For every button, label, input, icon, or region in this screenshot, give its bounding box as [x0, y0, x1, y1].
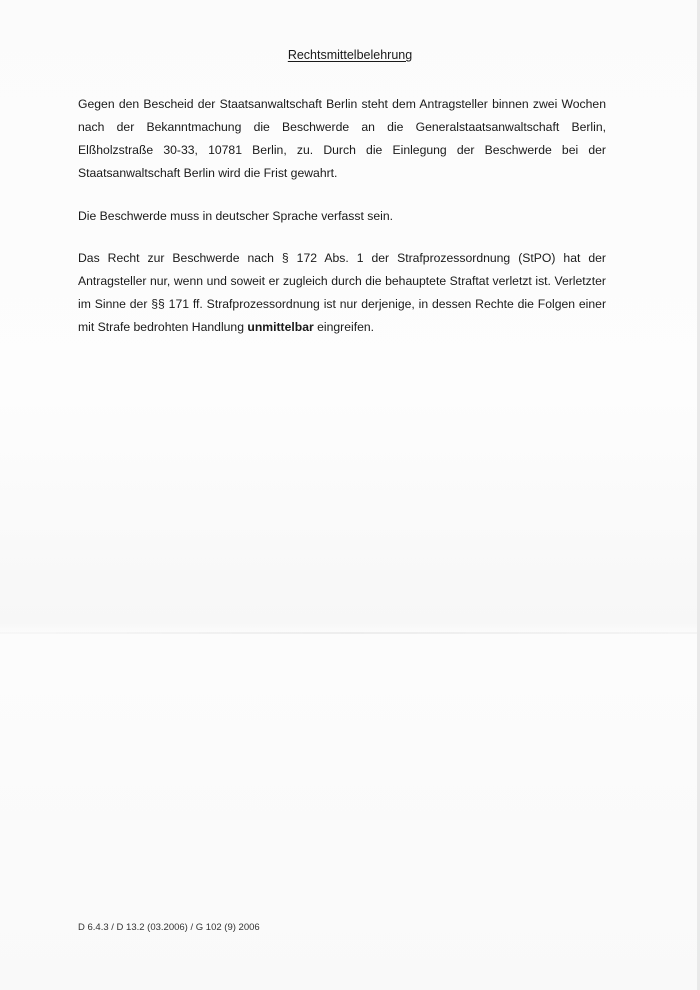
paragraph-language: Die Beschwerde muss in deutscher Sprache verfasst sein. — [78, 209, 393, 223]
paragraph-text-end: eingreifen. — [313, 320, 375, 334]
emphasis-text: unmittelbar — [247, 320, 314, 334]
paragraph-right-to-complaint — [78, 247, 606, 339]
paragraph-deadline: Gegen den Bescheid der Staatsanwaltschaft Berlin steht dem Antragsteller binnen zwei Wochen nach der Bekanntmachung die Beschwerde an die Generalstaatsanwaltschaft Berlin, Elßholzstraße 30-33, 10781 Berlin, zu. Durch die Einlegung der Beschwerde bei der Staatsanwaltschaft Berlin wird die Frist gewahrt. — [78, 97, 606, 180]
document-title: Rechtsmittelbelehrung — [287, 48, 413, 62]
paragraph-text: Das Recht zur Beschwerde nach § 172 Abs. 1 der Strafprozessordnung (StPO) hat der Antragsteller nur, wenn und soweit er zugleich durch die behauptete Straftat verletzt ist. Verletzter im Sinne der §§ 171 ff. Strafprozessordnung ist nur derjenige, in dessen Rechte die Folgen einer mit Strafe bedrohten Handlung — [78, 251, 606, 334]
document-body — [78, 93, 606, 339]
paper-fold-line — [0, 632, 700, 634]
form-code-footer: D 6.4.3 / D 13.2 (03.2006) / G 102 (9) 2006 — [78, 922, 260, 933]
